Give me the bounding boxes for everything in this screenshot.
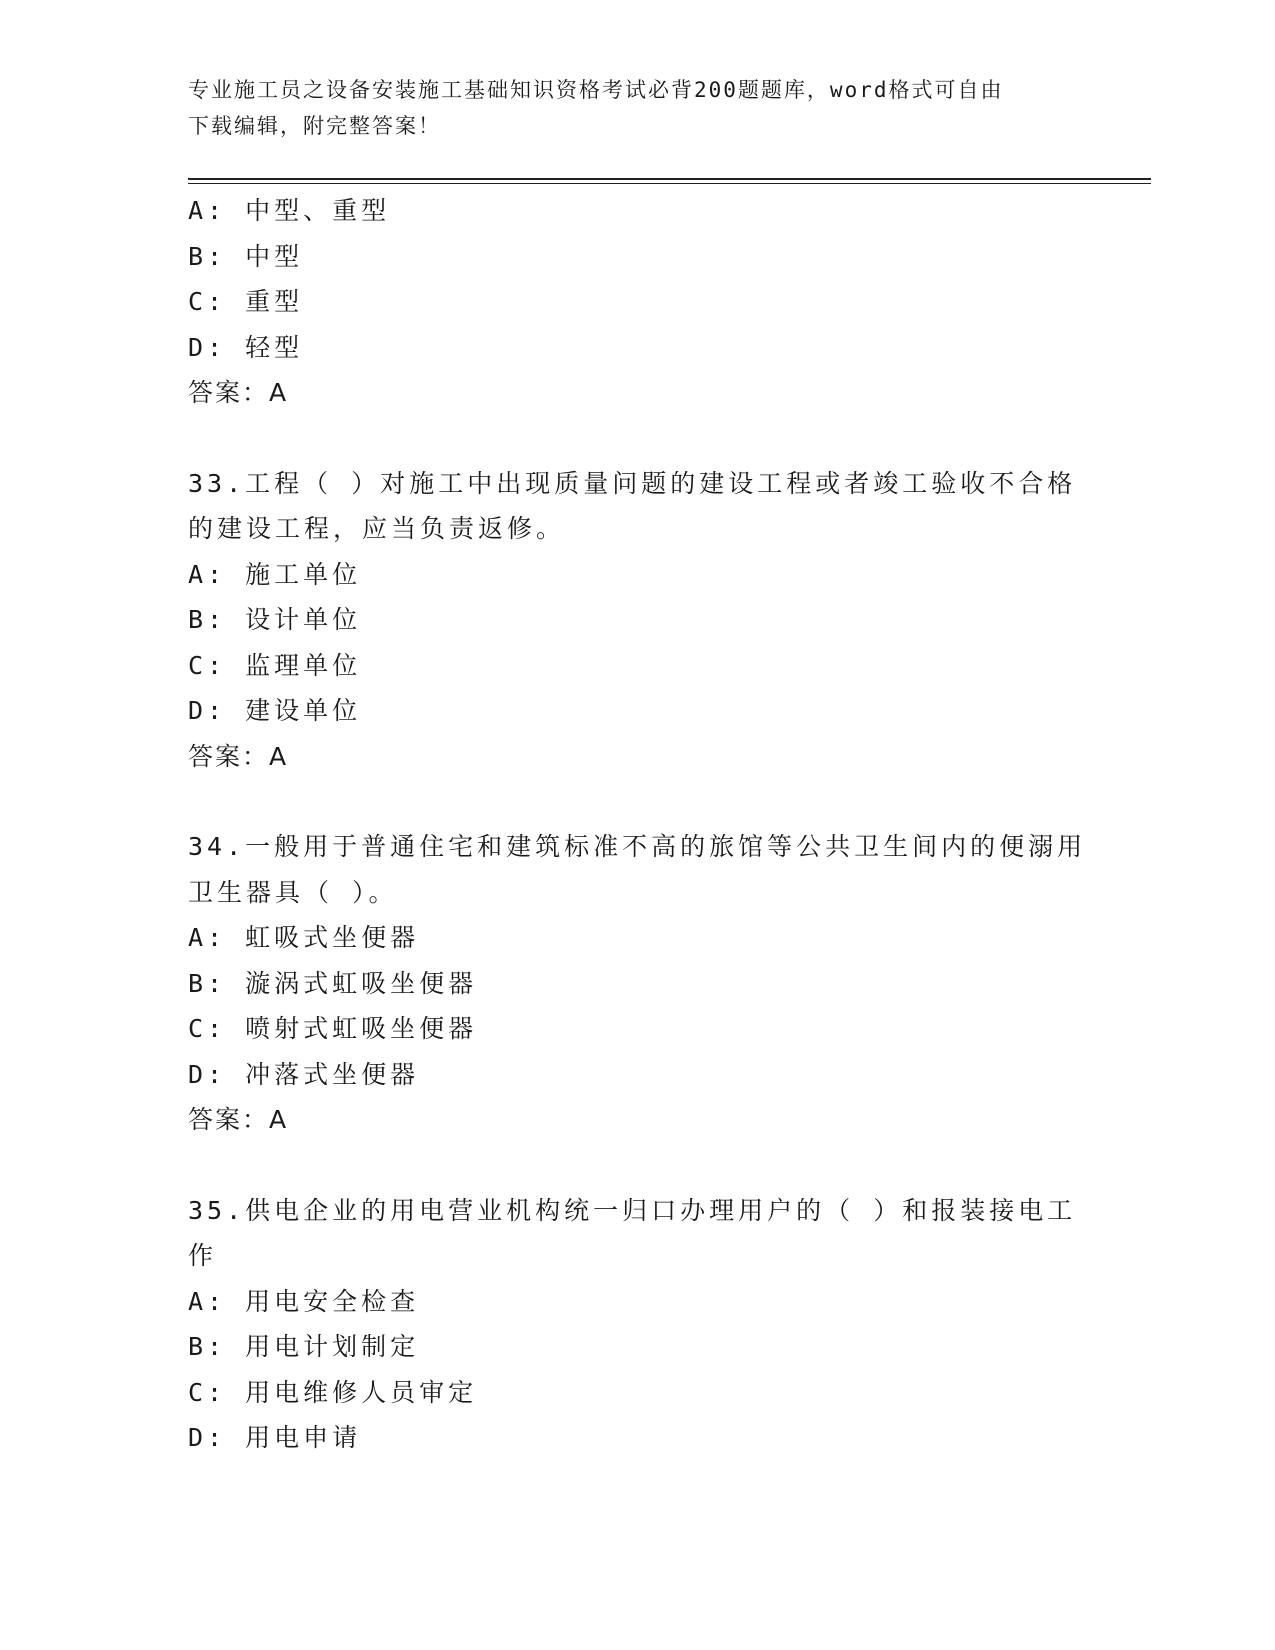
option-c: C: 重型 — [188, 287, 304, 316]
question-34 — [188, 824, 1088, 1143]
option-a: A: 用电安全检查 — [188, 1286, 420, 1316]
question-list — [188, 188, 1088, 1461]
spacer — [188, 416, 1088, 461]
question-stem-line-2: 卫生器具（ ）。 — [188, 877, 398, 907]
option-d: D: 用电申请 — [188, 1423, 362, 1452]
option-a: A: 虹吸式坐便器 — [188, 923, 420, 952]
option-d: D: 冲落式坐便器 — [188, 1059, 420, 1089]
question-stem-line-1: 35.供电企业的用电营业机构统一归口办理用户的（ ）和报装接电工 — [188, 1195, 1077, 1225]
option-d: D: 轻型 — [188, 332, 304, 362]
header-divider-thin — [188, 183, 1151, 184]
option-b: B: 设计单位 — [188, 605, 362, 634]
question-stem-line-2: 的建设工程，应当负责返修。 — [188, 514, 566, 543]
header-line-2: 下载编辑，附完整答案！ — [188, 114, 441, 138]
spacer — [188, 779, 1088, 824]
option-c: C: 喷射式虹吸坐便器 — [188, 1014, 478, 1043]
question-33 — [188, 461, 1088, 780]
option-b: B: 漩涡式虹吸坐便器 — [188, 968, 478, 998]
header-divider-thick — [188, 178, 1151, 180]
option-c: C: 用电维修人员审定 — [188, 1377, 478, 1407]
answer: 答案：A — [188, 1105, 289, 1134]
question-stem-line-1: 34.一般用于普通住宅和建筑标准不高的旅馆等公共卫生间内的便溺用 — [188, 832, 1087, 861]
question-stem-line-2: 作 — [188, 1241, 218, 1270]
document-header — [188, 72, 1088, 144]
question-32 — [188, 188, 1088, 416]
option-b: B: 中型 — [188, 241, 304, 271]
option-a: A: 中型、重型 — [188, 196, 391, 225]
question-stem-line-1: 33.工程（ ）对施工中出现质量问题的建设工程或者竣工验收不合格 — [188, 468, 1077, 498]
option-a: A: 施工单位 — [188, 559, 362, 589]
spacer — [188, 1143, 1088, 1188]
option-b: B: 用电计划制定 — [188, 1332, 420, 1361]
option-d: D: 建设单位 — [188, 696, 362, 725]
question-35 — [188, 1188, 1088, 1461]
header-line-1: 专业施工员之设备安装施工基础知识资格考试必背200题题库，word格式可自由 — [188, 78, 1004, 102]
option-c: C: 监理单位 — [188, 650, 362, 680]
answer: 答案：A — [188, 378, 289, 407]
answer: 答案：A — [188, 741, 289, 771]
